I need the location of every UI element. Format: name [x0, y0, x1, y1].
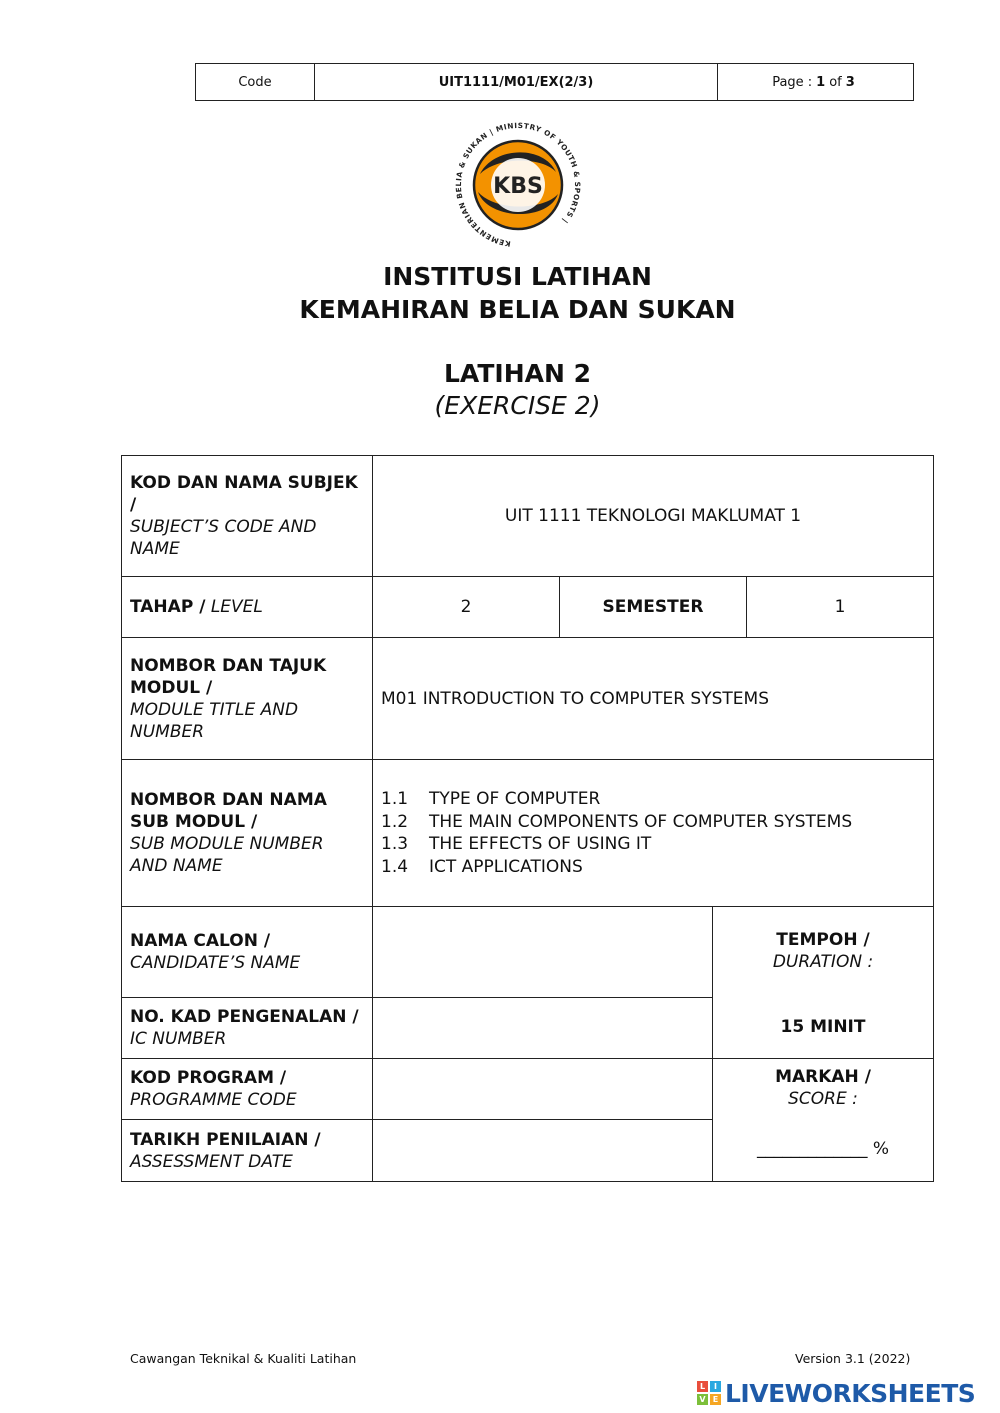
assessment-date-label-bold: TARIKH PENILAIAN /: [130, 1129, 321, 1150]
duration-label-bold: TEMPOH /: [776, 930, 870, 950]
level-label-italic: LEVEL: [210, 597, 263, 617]
duration-cell: [713, 907, 933, 1059]
module-row: [121, 638, 934, 760]
score-cell: [713, 1059, 933, 1181]
semester-label: SEMESTER: [560, 577, 747, 637]
code-label: Code: [196, 64, 315, 100]
liveworksheets-logo-icon: L I V E: [697, 1381, 721, 1405]
page-total: 3: [845, 74, 855, 90]
candidate-name-field[interactable]: [373, 907, 712, 997]
submodule-label-italic: SUB MODULE NUMBER AND NAME: [130, 834, 324, 876]
submodule-item: 1.3 THE EFFECTS OF USING IT: [381, 834, 652, 854]
module-label-bold: NOMBOR DAN TAJUK MODUL /: [130, 655, 327, 698]
page-current: 1: [816, 74, 826, 90]
candidate-name-label-bold: NAMA CALON /: [130, 931, 271, 951]
submodule-label-bold: NOMBOR DAN NAMA SUB MODUL /: [130, 790, 327, 832]
module-label: [122, 638, 373, 759]
submodule-label: [122, 760, 373, 906]
subject-label-italic: SUBJECT’S CODE AND NAME: [130, 517, 317, 559]
footer-version: Version 3.1 (2022): [795, 1351, 911, 1366]
level-label: [122, 577, 373, 637]
submodule-item: 1.4 ICT APPLICATIONS: [381, 856, 583, 877]
code-value: UIT1111/M01/EX(2/3): [315, 64, 718, 100]
institution-line1: INSTITUSI LATIHAN: [383, 262, 652, 291]
subject-value: UIT 1111 TEKNOLOGI MAKLUMAT 1: [504, 506, 802, 526]
exercise-title-malay: LATIHAN 2: [444, 359, 591, 388]
assessment-date-field[interactable]: [373, 1120, 712, 1181]
semester-value: 1: [834, 597, 846, 617]
duration-label-italic: DURATION :: [772, 952, 874, 972]
programme-code-label: [122, 1059, 373, 1119]
score-field[interactable]: [713, 1138, 933, 1160]
score-unit: %: [872, 1139, 890, 1159]
score-blank[interactable]: _____________: [756, 1139, 868, 1159]
ic-number-field[interactable]: [373, 998, 712, 1058]
institution-line2: KEMAHIRAN BELIA DAN SUKAN: [299, 295, 736, 324]
level-label-bold: TAHAP /: [130, 597, 206, 617]
programme-code-label-bold: KOD PROGRAM /: [130, 1068, 287, 1088]
kbs-logo-icon: [448, 122, 588, 248]
subject-row: [121, 455, 934, 577]
score-label-bold: MARKAH /: [775, 1067, 871, 1087]
liveworksheets-text: LIVEWORKSHEETS: [725, 1378, 976, 1408]
programme-code-row: [122, 1059, 712, 1120]
logo-text: KBS: [493, 174, 543, 199]
level-value: 2: [373, 577, 560, 637]
level-row: [121, 577, 934, 638]
duration-value: 15 MINIT: [780, 1017, 866, 1037]
ic-number-label: [122, 998, 373, 1058]
exercise-info-table: [121, 455, 934, 1182]
assessment-date-label: [122, 1120, 373, 1181]
exercise-title-english: (EXERCISE 2): [434, 391, 601, 420]
candidate-name-label: [122, 907, 373, 997]
footer-department: Cawangan Teknikal & Kualiti Latihan: [130, 1351, 357, 1366]
page-label: Page :: [772, 74, 813, 90]
level-values: [373, 577, 933, 637]
subject-label-bold: KOD DAN NAMA SUBJEK /: [130, 473, 358, 515]
programme-code-label-italic: PROGRAMME CODE: [130, 1090, 297, 1110]
exercise-title: [0, 358, 1000, 422]
score-label-italic: SCORE :: [788, 1089, 858, 1109]
liveworksheets-watermark: [697, 1378, 975, 1408]
module-label-italic: MODULE TITLE AND NUMBER: [130, 699, 299, 742]
kbs-logo: [448, 122, 588, 248]
submodule-row: [121, 760, 934, 907]
module-value: M01 INTRODUCTION TO COMPUTER SYSTEMS: [381, 688, 769, 709]
ic-number-label-bold: NO. KAD PENGENALAN /: [130, 1007, 359, 1027]
submodule-list: [373, 760, 933, 906]
subject-label: [122, 456, 373, 576]
ic-number-label-italic: IC NUMBER: [130, 1029, 227, 1049]
document-code-table: [195, 63, 914, 101]
institution-title: [0, 260, 1000, 326]
page-indicator: [718, 64, 913, 100]
submodule-item: 1.2 THE MAIN COMPONENTS OF COMPUTER SYSTEMS: [381, 811, 853, 832]
assessment-date-row: [122, 1120, 712, 1181]
candidate-name-row: [122, 907, 712, 998]
logo-ring-text: KEMENTERIAN BELIA & SUKAN | MINISTRY OF YOUTH & SPORTS |: [454, 122, 583, 248]
page-of: of: [829, 74, 842, 90]
programme-code-field[interactable]: [373, 1059, 712, 1119]
candidate-name-label-italic: CANDIDATE’S NAME: [130, 953, 301, 973]
ic-number-row: [122, 998, 712, 1059]
submodule-item: 1.1 TYPE OF COMPUTER: [381, 789, 601, 809]
assessment-date-label-italic: ASSESSMENT DATE: [130, 1151, 293, 1172]
candidate-block: [121, 907, 934, 1182]
